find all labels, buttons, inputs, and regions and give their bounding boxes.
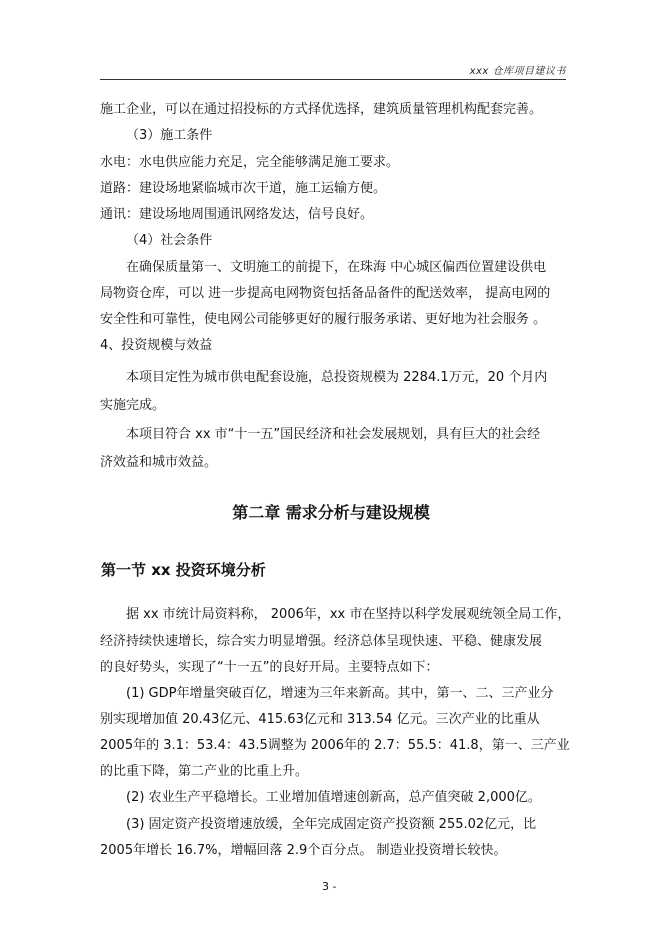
body-line: （4）社会条件 [126,233,213,248]
body-line: 经济持续快速增长，综合实力明显增强。经济总体呈现快速、平稳、健康发展 [100,634,543,649]
body-line: (3) 固定资产投资增速放缓，全年完成固定资产投资额 255.02亿元，比 [126,817,537,832]
body-line: 实施完成。 [100,398,166,413]
body-line: 据 xx 市统计局资料称， 2006年，xx 市在坚持以科学发展观统领全局工作， [126,607,571,622]
body-line: 通讯：建设场地周围通讯网络发达，信号良好。 [100,207,374,222]
body-line: 的良好势头，实现了“十一五”的良好开局。主要特点如下： [100,660,439,675]
body-line: 别实现增加值 20.43亿元、415.63亿元和 313.54 亿元。三次产业的比重从 [100,712,540,727]
body-line: 施工企业，可以在通过招投标的方式择优选择，建筑质量管理机构配套完善。 [100,102,543,117]
section-title: 第一节 xx 投资环境分析 [101,561,266,579]
body-line: 道路：建设场地紧临城市次干道，施工运输方便。 [100,181,387,196]
body-line: 4、投资规模与效益 [100,338,213,353]
header-rule [100,79,566,80]
body-line: 2005年的 3.1：53.4：43.5调整为 2006年的 2.7：55.5：41.8，第一、三产业 [100,738,570,753]
body-line: 济效益和城市效益。 [100,455,218,470]
body-line: 水电：水电供应能力充足，完全能够满足施工要求。 [100,155,400,170]
body-line: (2) 农业生产平稳增长。工业增加值增速创新高，总产值突破 2,000亿。 [126,790,541,805]
body-line: 的比重下降，第二产业的比重上升。 [100,764,309,779]
body-line: 本项目定性为城市供电配套设施，总投资规模为 2284.1万元，20 个月内 [126,370,548,385]
body-line: 2005年增长 16.7%，增幅回落 2.9个百分点。 制造业投资增长较快。 [100,843,507,858]
body-line: （3）施工条件 [126,128,213,143]
body-line: 安全性和可靠性，使电网公司能够更好的履行服务承诺、更好地为社会服务 。 [100,312,547,327]
running-header: xxx 仓库项目建议书 [469,66,566,77]
body-line: (1) GDP年增量突破百亿，增速为三年来新高。其中，第一、二、三产业分 [126,686,554,701]
body-line: 本项目符合 xx 市“十一五”国民经济和社会发展规划，具有巨大的社会经 [126,427,541,442]
page-number: 3 - [322,880,337,893]
body-line: 在确保质量第一、文明施工的前提下，在珠海 中心城区偏西位置建设供电 [126,260,547,275]
body-line: 局物资仓库，可以 进一步提高电网物资包括备品备件的配送效率， 提高电网的 [100,286,551,301]
chapter-title: 第二章 需求分析与建设规模 [232,503,430,522]
